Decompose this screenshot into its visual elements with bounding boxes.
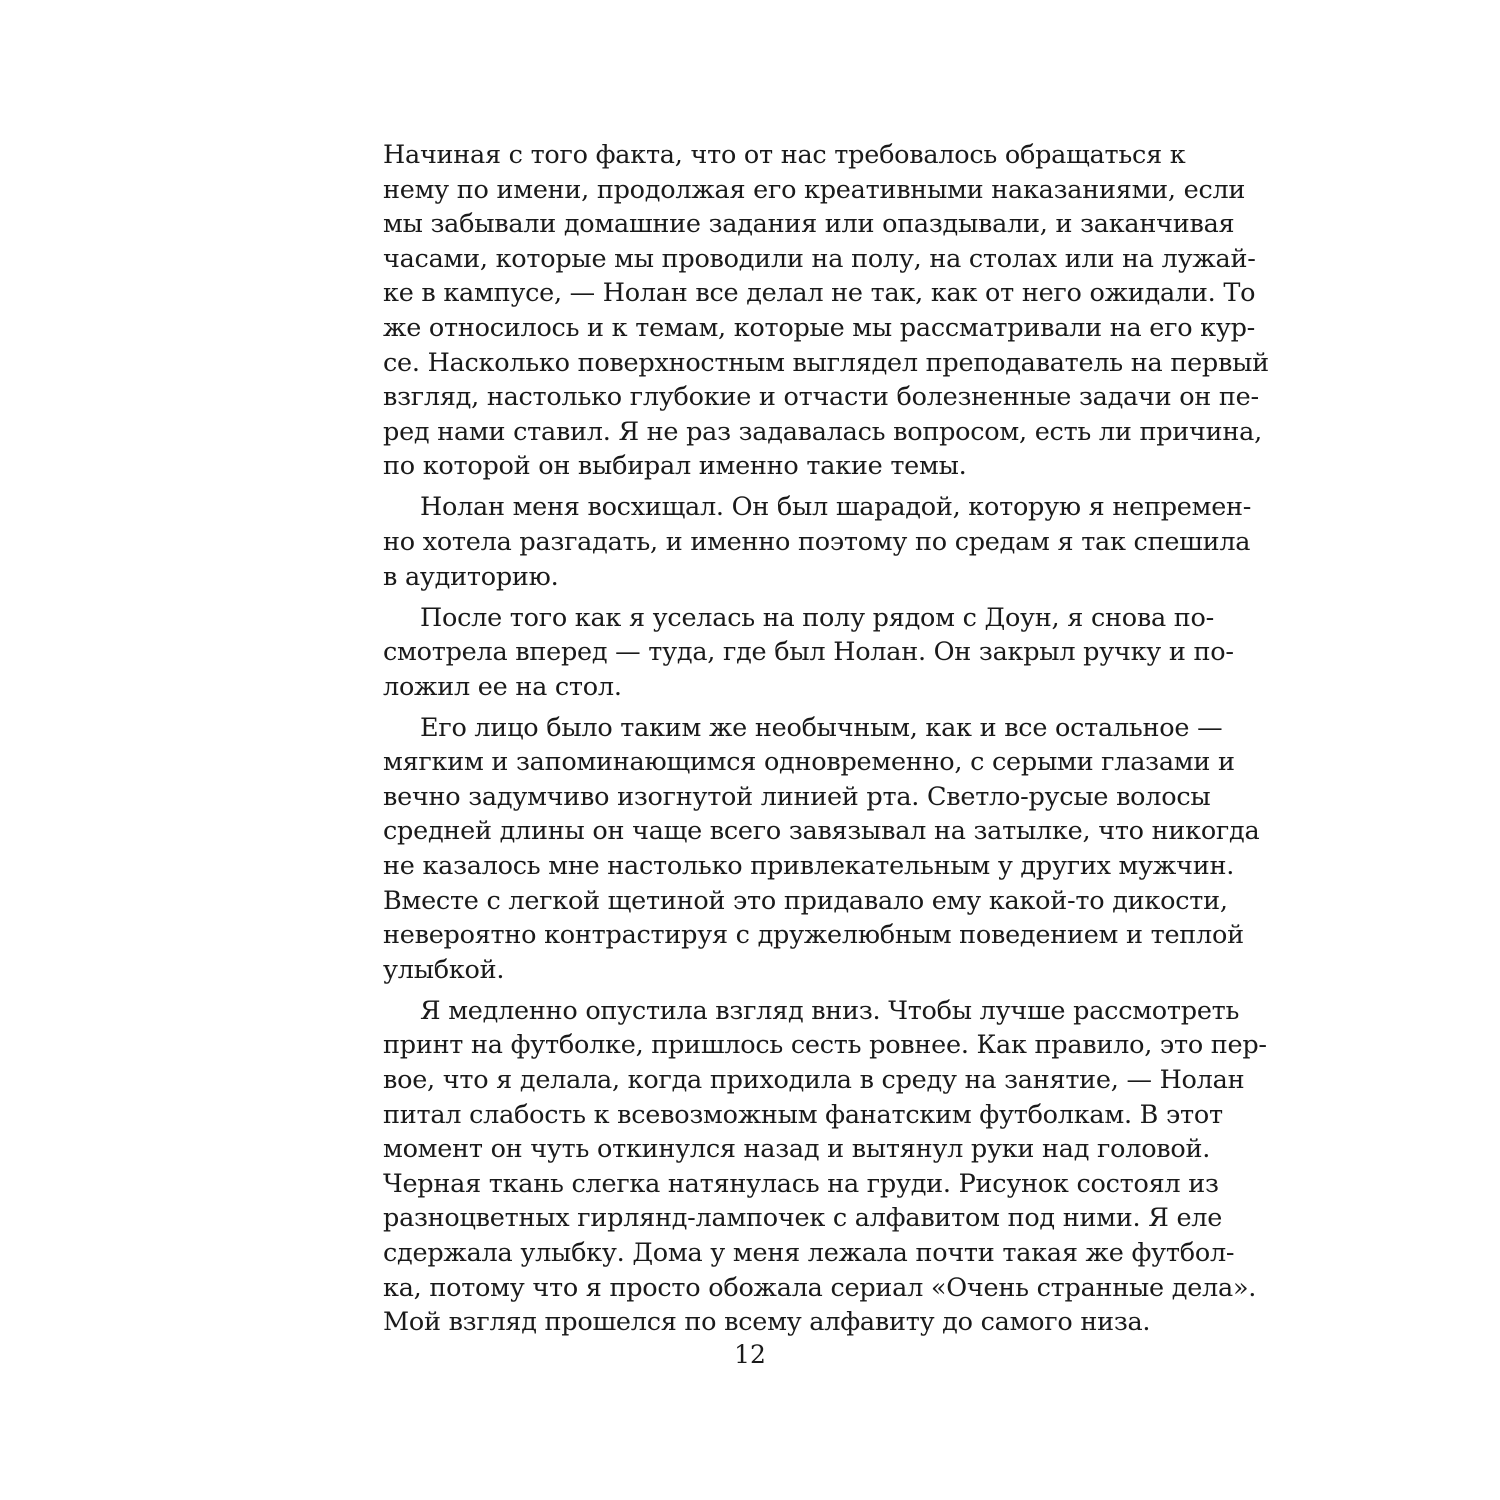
text-line: момент он чуть откинулся назад и вытянул руки над головой. (383, 1134, 1211, 1165)
text-line: принт на футболке, пришлось сесть ровнее. Как правило, это пер- (383, 1030, 1267, 1061)
text-line: вое, что я делала, когда приходила в среду на занятие, — Нолан (383, 1065, 1245, 1095)
text-line: Я медленно опустила взгляд вниз. Чтобы лучше рассмотреть (420, 995, 1240, 1026)
text-line: вечно задумчиво изогнутой линией рта. Светло-русые волосы (383, 781, 1211, 812)
text-line: мягким и запоминающимся одновременно, с серыми глазами и (383, 747, 1235, 778)
text-line: невероятно контрастируя с дружелюбным поведением и теплой (383, 920, 1244, 951)
paragraph-2 (383, 490, 1252, 594)
text-line: Черная ткань слегка натянулась на груди. Рисунок состоял из (383, 1168, 1219, 1199)
paragraph-3 (383, 601, 1234, 705)
text-line: по которой он выбирал именно такие темы. (383, 451, 967, 482)
text-line: ка, потому что я просто обожала сериал «Очень странные дела». (383, 1272, 1257, 1303)
text-line: мы забывали домашние задания или опаздывали, и заканчивая (383, 209, 1235, 240)
paragraph-5 (383, 994, 1267, 1340)
text-line: ложил ее на стол. (383, 671, 622, 702)
text-line: смотрела вперед — туда, где был Нолан. Он закрыл ручку и по- (383, 637, 1234, 668)
text-line: Начиная с того факта, что от нас требовалось обращаться к (383, 140, 1186, 170)
text-line: взгляд, настолько глубокие и отчасти болезненные задачи он пе- (383, 382, 1259, 413)
page-number: 12 (734, 1340, 766, 1369)
text-line: После того как я уселась на полу рядом с Доун, я снова по- (420, 602, 1214, 633)
text-line: Нолан меня восхищал. Он был шарадой, которую я непремен- (420, 492, 1252, 523)
text-line: улыбкой. (383, 954, 505, 985)
text-line: же относилось и к темам, которые мы рассматривали на его кур- (383, 312, 1256, 343)
text-line: Его лицо было таким же необычным, как и все остальное — (420, 712, 1223, 743)
text-line: средней длины он чаще всего завязывал на затылке, что никогда (383, 816, 1260, 847)
paragraph-4 (383, 711, 1260, 988)
text-line: ред нами ставил. Я не раз задавалась вопросом, есть ли причина, (383, 416, 1262, 447)
text-line: часами, которые мы проводили на полу, на столах или на лужай- (383, 243, 1256, 274)
text-line: Мой взгляд прошелся по всему алфавиту до самого низа. (383, 1307, 1151, 1338)
text-line: не казалось мне настолько привлекательным у других мужчин. (383, 851, 1235, 882)
text-line: но хотела разгадать, и именно поэтому по средам я так спешила (383, 526, 1251, 557)
text-line: в аудиторию. (383, 561, 559, 592)
text-line: се. Насколько поверхностным выглядел преподаватель на первый (383, 347, 1269, 378)
text-line: ке в кампусе, — Нолан все делал не так, как от него ожидали. То (383, 278, 1256, 309)
paragraph-1 (383, 138, 1269, 484)
text-line: Вместе с легкой щетиной это придавало ему какой-то дикости, (383, 885, 1228, 916)
text-line: нему по имени, продолжая его креативными наказаниями, если (383, 174, 1246, 205)
text-line: питал слабость к всевозможным фанатским футболкам. В этот (383, 1099, 1223, 1130)
text-line: сдержала улыбку. Дома у меня лежала почти такая же футбол- (383, 1237, 1235, 1268)
text-line: разноцветных гирлянд-лампочек с алфавитом под ними. Я еле (383, 1203, 1223, 1234)
body-text (383, 138, 1269, 1346)
